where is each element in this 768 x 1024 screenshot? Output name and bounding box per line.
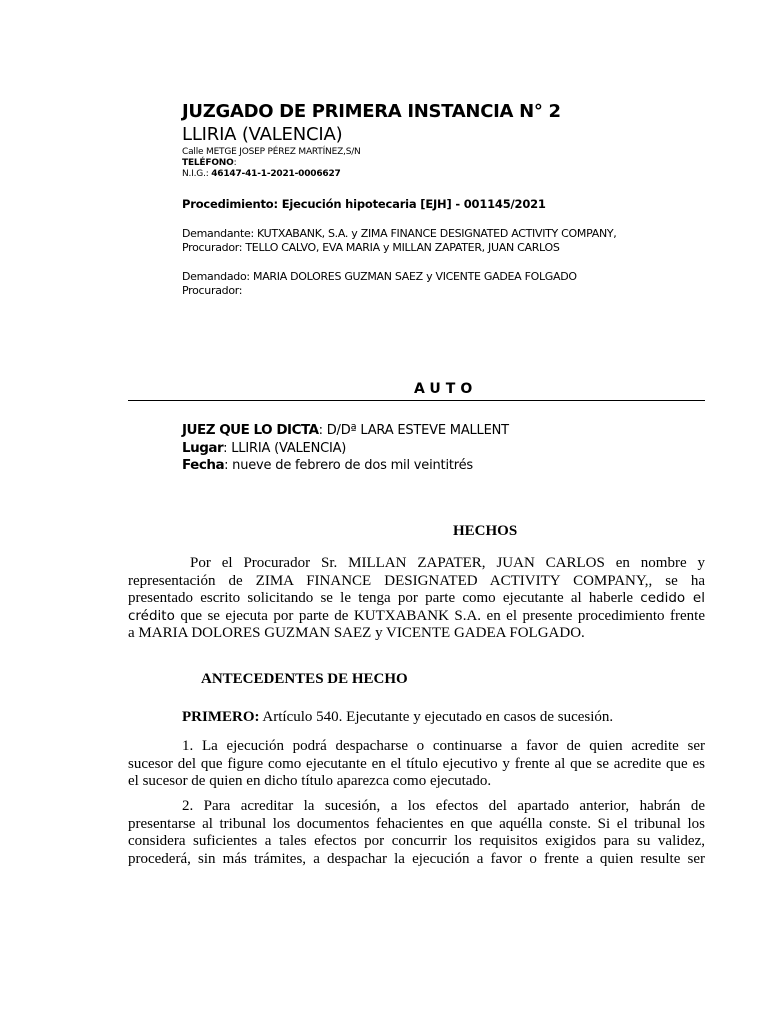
- paragraph-line: [128, 590, 705, 608]
- place-value: : LLIRIA (VALENCIA): [223, 441, 347, 456]
- hechos-title: HECHOS: [453, 523, 518, 539]
- paragraph-line: el sucesor de quien en dicho título aparezca como ejecutado.: [128, 773, 492, 789]
- antecedentes-title: ANTECEDENTES DE HECHO: [201, 671, 408, 687]
- phone-label: TELÉFONO: [182, 158, 234, 168]
- place-line: [182, 440, 346, 456]
- paragraph-line: [128, 608, 705, 626]
- paragraph-line: considera suficientes a tales efectos por concurrir los requisitos exigidos para su validez,: [128, 833, 705, 849]
- judge-value: : D/Dª LARA ESTEVE MALLENT: [318, 423, 509, 438]
- date-label: Fecha: [182, 457, 225, 473]
- primero-line: [182, 709, 613, 726]
- paragraph-line: Por el Procurador Sr. MILLAN ZAPATER, JUAN CARLOS en nombre y: [190, 555, 705, 571]
- procurador-demandado-line: Procurador:: [182, 284, 243, 297]
- paragraph-line: 1. La ejecución podrá despacharse o continuarse a favor de quien acredite ser: [182, 738, 705, 754]
- procurador-demandante-line: Procurador: TELLO CALVO, EVA MARIA y MILLAN ZAPATER, JUAN CARLOS: [182, 241, 560, 254]
- primero-label: PRIMERO:: [182, 709, 260, 725]
- primero-text: Artículo 540. Ejecutante y ejecutado en casos de sucesión.: [259, 709, 614, 725]
- hechos-paragraph: [128, 555, 705, 643]
- procedure-line: Procedimiento: Ejecución hipotecaria [EJH] - 001145/2021: [182, 197, 546, 211]
- nig-label: N.I.G.:: [182, 169, 212, 179]
- paragraph-line: presentarse al tribunal los documentos fehacientes en que aquélla conste. Si el tribunal los: [128, 815, 705, 832]
- paragraph-line: representación de ZIMA FINANCE DESIGNATED ACTIVITY COMPANY,, se ha: [128, 572, 705, 589]
- court-address: Calle METGE JOSEP PÉREZ MARTÍNEZ,S/N: [182, 147, 361, 157]
- court-title: JUZGADO DE PRIMERA INSTANCIA N° 2: [182, 101, 561, 122]
- paragraph-line: procederá, sin más trámites, a despachar la ejecución a favor o frente a quien resulte ser: [128, 850, 705, 867]
- article-paragraph-1: [128, 738, 705, 791]
- nig-value: 46147-41-1-2021-0006627: [211, 169, 341, 179]
- court-nig: [182, 169, 341, 179]
- date-line: [182, 457, 473, 473]
- text-segment: que se ejecuta por parte de KUTXABANK S.A. en el presente procedimiento frente: [174, 607, 705, 624]
- place-label: Lugar: [182, 440, 224, 456]
- judge-label: JUEZ QUE LO DICTA: [182, 422, 319, 438]
- auto-divider: [128, 400, 705, 401]
- text-segment: crédito: [128, 607, 175, 624]
- text-segment: cedido el: [640, 590, 705, 606]
- auto-title: AUTO: [414, 381, 478, 397]
- text-segment: presentado escrito solicitando se le tenga por parte como ejecutante al haberle: [128, 590, 641, 606]
- demandado-line: Demandado: MARIA DOLORES GUZMAN SAEZ y VICENTE GADEA FOLGADO: [182, 270, 577, 283]
- phone-value: :: [233, 158, 237, 168]
- date-value: : nueve de febrero de dos mil veintitrés: [224, 458, 473, 473]
- paragraph-line: a MARIA DOLORES GUZMAN SAEZ y VICENTE GADEA FOLGADO.: [128, 625, 585, 641]
- court-city: LLIRIA (VALENCIA): [182, 124, 343, 145]
- demandante-line: Demandante: KUTXABANK, S.A. y ZIMA FINANCE DESIGNATED ACTIVITY COMPANY,: [182, 227, 617, 240]
- paragraph-line: sucesor del que figure como ejecutante en el título ejecutivo y frente al que se acredite que es: [128, 755, 705, 772]
- judge-line: [182, 422, 509, 438]
- article-paragraph-2: [128, 798, 705, 868]
- court-phone: [182, 158, 236, 168]
- paragraph-line: 2. Para acreditar la sucesión, a los efectos del apartado anterior, habrán de: [182, 798, 705, 814]
